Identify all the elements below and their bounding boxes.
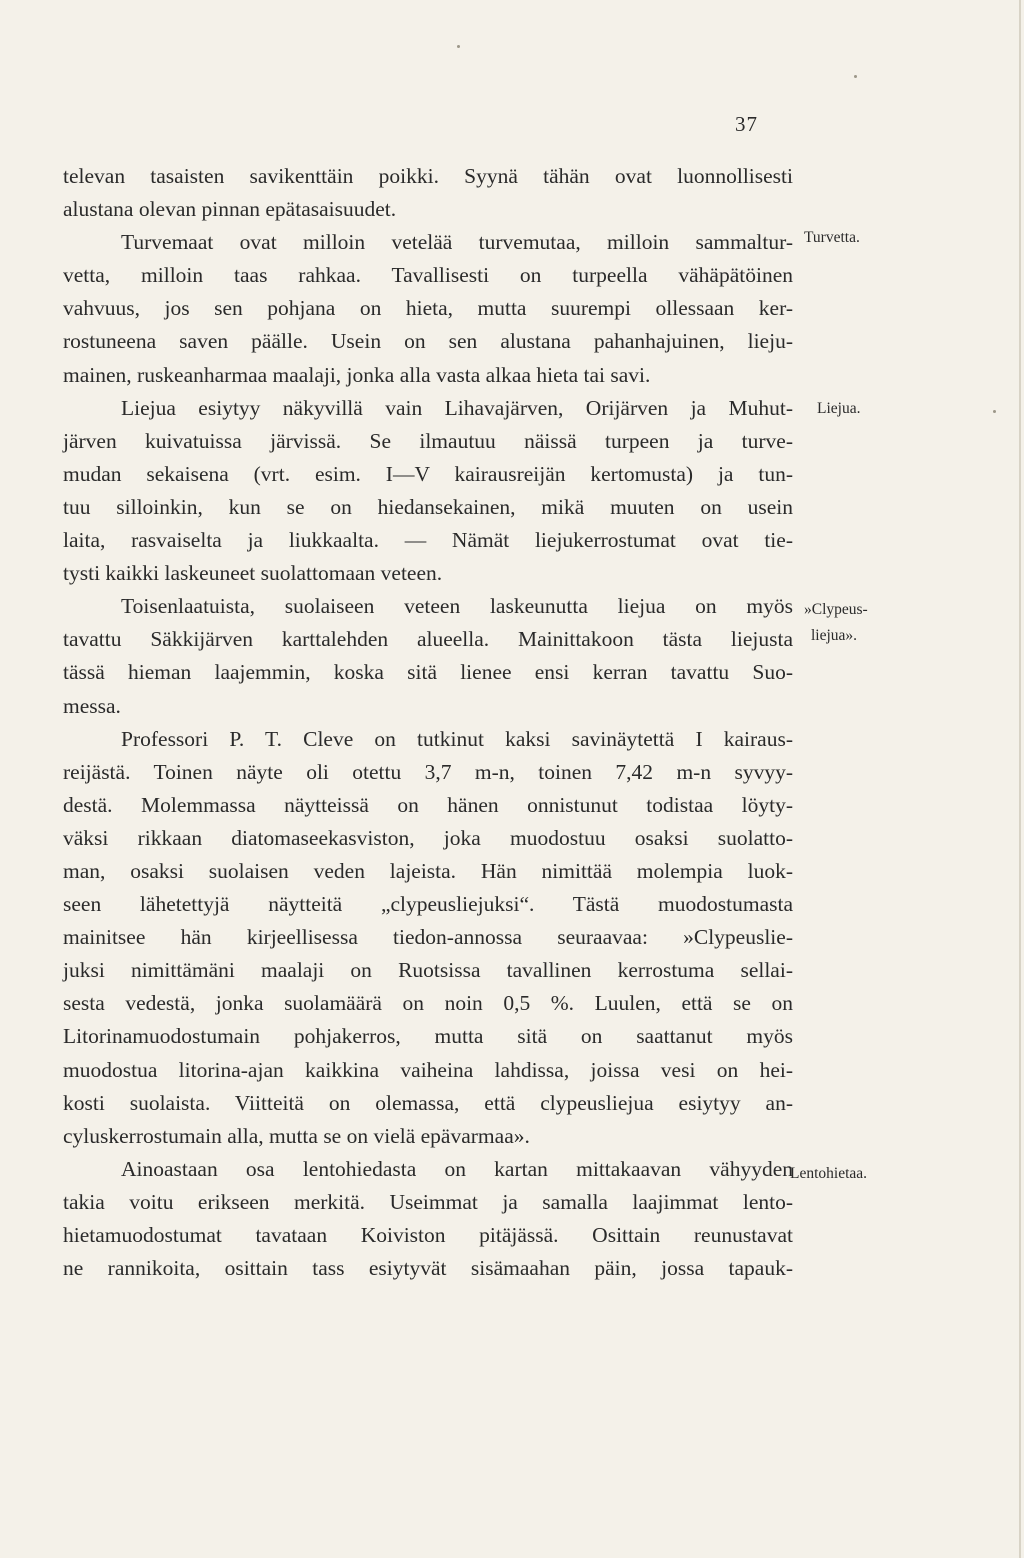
- text-line: tavattu Säkkijärven karttalehden alueella. Mainittakoon tästa liejusta: [63, 627, 793, 652]
- text-line: takia voitu erikseen merkitä. Useimmat ja samalla laajimmat lento-: [63, 1189, 793, 1214]
- page-edge-shadow: [1019, 0, 1021, 1558]
- text-line: laita, rasvaiselta ja liukkaalta. — Nämät liejukerrostumat ovat tie-: [63, 528, 793, 553]
- text-line: cyluskerrostumain alla, mutta se on vielä epävarmaa».: [63, 1123, 530, 1148]
- text-line: rostuneena saven päälle. Usein on sen alustana pahanhajuinen, lieju-: [63, 329, 793, 354]
- text-line: Ainoastaan osa lentohiedasta on kartan mittakaavan vähyyden: [121, 1156, 793, 1181]
- text-line: Professori P. T. Cleve on tutkinut kaksi savinäytettä I kairaus-: [121, 726, 793, 751]
- text-line: vetta, milloin taas rahkaa. Tavallisesti on turpeella vähäpätöinen: [63, 263, 793, 288]
- text-line: televan tasaisten savikenttäin poikki. Syynä tähän ovat luonnollisesti: [63, 164, 793, 188]
- text-line: väksi rikkaan diatomaseekasviston, joka muodostuu osaksi suolatto-: [63, 825, 793, 850]
- text-line: tässä hieman laajemmin, koska sitä lienee ensi kerran tavattu Suo-: [63, 660, 793, 685]
- text-line: Liejua esiytyy näkyvillä vain Lihavajärven, Orijärven ja Muhut-: [121, 395, 793, 420]
- text-line: man, osaksi suolaisen veden lajeista. Hän nimittää molempia luok-: [63, 858, 793, 883]
- text-line: järven kuivatuissa järvissä. Se ilmautuu näissä turpeen ja turve-: [63, 428, 793, 453]
- margin-note-turvetta: Turvetta.: [804, 229, 860, 246]
- text-line: sesta vedestä, jonka suolamäärä on noin 0,5 %. Luulen, että se on: [63, 991, 793, 1016]
- text-line: hietamuodostumat tavataan Koiviston pitäjässä. Osittain reunustavat: [63, 1223, 793, 1247]
- margin-note-clypeus-line2: liejua».: [811, 627, 858, 644]
- margin-note-liejua: Liejua.: [817, 400, 861, 417]
- text-line: Toisenlaatuista, suolaiseen veteen laskeunutta liejua on myös: [121, 594, 793, 619]
- body-text: [63, 160, 793, 1285]
- text-line: vahvuus, jos sen pohjana on hieta, mutta suurempi ollessaan ker-: [63, 296, 793, 321]
- text-line: reijästä. Toinen näyte oli otettu 3,7 m-n, toinen 7,42 m-n syvyy-: [63, 759, 793, 784]
- margin-note-lentohietaa: Lentohietaa.: [790, 1165, 868, 1182]
- text-line: seen lähetettyjä näytteitä „clypeusliejuksi“. Tästä muodostumasta: [63, 892, 793, 917]
- text-line: mainen, ruskeanharmaa maalaji, jonka alla vasta alkaa hieta tai savi.: [63, 362, 651, 387]
- text-line: ne rannikoita, osittain tass esiytyvät sisämaahan päin, jossa tapauk-: [63, 1256, 793, 1281]
- text-line: juksi nimittämäni maalaji on Ruotsissa tavallinen kerrostuma sellai-: [63, 958, 793, 983]
- text-line: Turvemaat ovat milloin vetelää turvemutaa, milloin sammaltur-: [121, 230, 793, 255]
- text-line: mudan sekaisena (vrt. esim. I—V kairausreijän kertomusta) ja tun-: [63, 461, 793, 486]
- paper-speck: [854, 75, 857, 78]
- text-line: alustana olevan pinnan epätasaisuudet.: [63, 197, 397, 222]
- text-line: messa.: [63, 693, 121, 718]
- text-line: muodostua litorina-ajan kaikkina vaiheina lahdissa, joissa vesi on hei-: [63, 1057, 793, 1082]
- text-line: destä. Molemmassa näytteissä on hänen onnistunut todistaa löyty-: [63, 792, 793, 817]
- text-line: tysti kaikki laskeuneet suolattomaan veteen.: [63, 561, 443, 586]
- paper-speck: [993, 410, 996, 413]
- text-line: tuu silloinkin, kun se on hiedansekainen, mikä muuten on usein: [63, 494, 793, 519]
- margin-note-clypeus-line1: »Clypeus-: [804, 601, 868, 618]
- page-number: 37: [735, 112, 758, 136]
- paper-speck: [457, 45, 460, 48]
- text-line: mainitsee hän kirjeellisessa tiedon-annossa seuraavaa: »Clypeuslie-: [63, 925, 793, 950]
- text-line: kosti suolaista. Viitteitä on olemassa, että clypeusliejua esiytyy an-: [63, 1090, 793, 1115]
- text-line: Litorinamuodostumain pohjakerros, mutta sitä on saattanut myös: [63, 1024, 793, 1049]
